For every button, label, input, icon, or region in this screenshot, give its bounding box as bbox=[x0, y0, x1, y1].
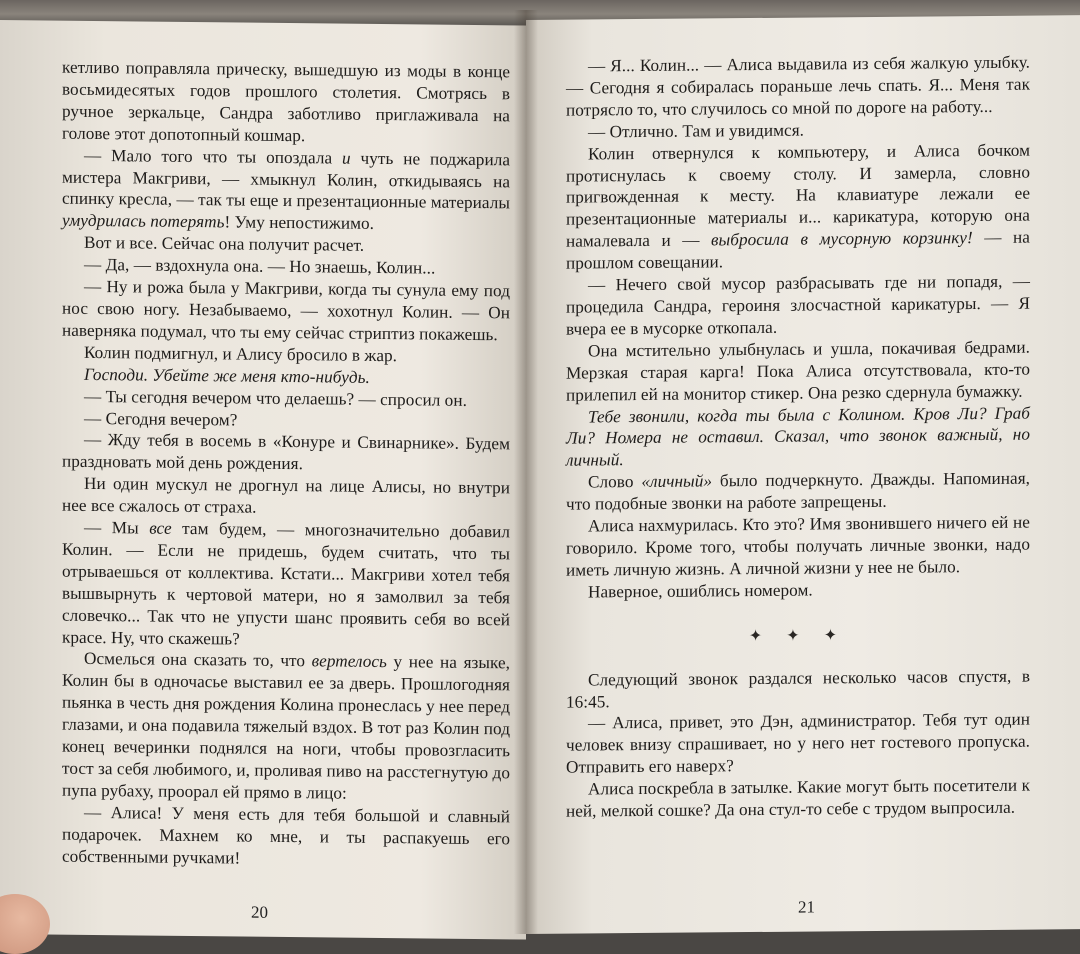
right-page-paragraph: Тебе звонили, когда ты была с Колином. Кров Ли? Граб Ли? Номера не оставил. Сказал, что звонок важный, но личный. bbox=[566, 403, 1030, 470]
right-page-paragraph: Слово «личный» было подчеркнуто. Дважды. Напоминая, что подобные звонки на работе запрещены. bbox=[566, 468, 1030, 514]
left-page-paragraph: Осмелься она сказать то, что вертелось у нее на языке, Колин бы в одночасье выставил ее за дверь. Прошлогодняя пьянка в честь дня рождения Колина пронеслась у нее перед глазами, и она подавила тяжелый вздох. В тот раз Колин под конец вечеринки поднялся на ноги, чтобы провозгласить тост за себя любимого, и, проливая пиво на расстегнутую до пупа рубаху, проорал ей прямо в лицо: bbox=[62, 649, 510, 803]
left-page-paragraph: Господи. Убейте же меня кто-нибудь. bbox=[84, 364, 370, 387]
right-page-paragraph: — Нечего свой мусор разбрасывать где ни попадя, — процедила Сандра, героиня злосчастной карикатуры. — Я вчера ее в мусорке откопала. bbox=[566, 271, 1030, 339]
right-page-paragraph: — Отлично. Там и увидимся. bbox=[588, 120, 805, 142]
left-page-paragraph: — Да, — вздохнула она. — Но знаешь, Колин... bbox=[84, 255, 436, 278]
left-page-paragraph: Колин подмигнул, и Алису бросило в жар. bbox=[84, 342, 398, 365]
right-page-text bbox=[566, 52, 1030, 604]
left-page-paragraph: — Мало того что ты опоздала и чуть не поджарила мистера Макгриви, — хмыкнул Колин, откидываясь на спинку кресла, — так ты еще и презентационные материалы умудрилась потерять! Уму непостижимо. bbox=[62, 145, 511, 234]
right-page-paragraph: Наверное, ошиблись номером. bbox=[588, 580, 813, 602]
left-page-paragraph: — Мы все там будем, — многозначительно добавил Колин. — Если не придешь, будем считать, что ты отрываешься от коллектива. Кстати... Макгриви хотел тебя вышвырнуть к чертовой матери, но я замолвил за тебя словечко... Так что не упусти шанс проявить себя во всей красе. Ну, что скажешь? bbox=[62, 517, 510, 649]
right-page-paragraph: Алиса нахмурилась. Кто это? Имя звонившего ничего ей не говорило. Кроме того, чтобы получать личные звонки, надо иметь личную жизнь. А личной жизни у нее не было. bbox=[566, 512, 1030, 580]
section-break: ✦ ✦ ✦ bbox=[748, 626, 848, 645]
left-page-paragraph: Вот и все. Сейчас она получит расчет. bbox=[84, 233, 365, 256]
right-page-paragraph: Алиса поскребла в затылке. Какие могут быть посетители к ней, мелкой сошке? Да она стул-то себе с трудом выпросила. bbox=[566, 775, 1030, 821]
left-page-text bbox=[62, 57, 510, 872]
right-page-paragraph: Она мстительно улыбнулась и ушла, покачивая бедрами. Мерзкая старая карга! Пока Алиса отсутствовала, кто-то прилепил ей на монитор стикер. Она резко сдернула бумажку. bbox=[566, 337, 1030, 405]
right-page-paragraph: Колин отвернулся к компьютеру, и Алиса бочком протиснулась к своему столу. И замерла, словно пригвожденная к месту. На клавиатуре лежали ее презентационные материалы и... карикатура, которую она намалевала и — выбросила в мусорную корзинку! — на прошлом совещании. bbox=[566, 140, 1030, 273]
right-page-text-after-break bbox=[566, 665, 1030, 822]
right-page-paragraph: — Я... Колин... — Алиса выдавила из себя жалкую улыбку. — Сегодня я собиралась пораньше лечь спать. Я... Меня так потрясло то, что случилось со мной по дороге на работу... bbox=[566, 52, 1030, 120]
left-page-paragraph: кетливо поправляла прическу, вышедшую из моды в конце восьмидесятых годов прошлого столетия. Смотрясь в ручное зеркальце, Сандра заботливо приглаживала на голове этот допотопный кошмар. bbox=[62, 57, 510, 145]
left-page-paragraph: — Сегодня вечером? bbox=[84, 408, 238, 429]
page-number-right: 21 bbox=[798, 897, 815, 917]
left-page-paragraph: — Ну и рожа была у Макгриви, когда ты сунула ему под нос свою ногу. Незабываемо, — хохотнул Колин. — Он наверняка подумал, что ты ему сейчас стриптиз покажешь. bbox=[62, 276, 510, 345]
left-page-paragraph: — Ты сегодня вечером что делаешь? — спросил он. bbox=[84, 386, 467, 410]
left-page-paragraph: — Алиса! У меня есть для тебя большой и славный подарочек. Махнем ко мне, и ты распакуешь его собственными ручками! bbox=[62, 802, 510, 868]
right-page bbox=[526, 15, 1080, 934]
right-page-paragraph: — Алиса, привет, это Дэн, администратор. Тебя тут один человек внизу спрашивает, но у него нет гостевого пропуска. Отправить его наверх? bbox=[566, 710, 1030, 777]
left-page bbox=[0, 20, 526, 940]
right-page-paragraph: Следующий звонок раздался несколько часов спустя, в 16:45. bbox=[566, 666, 1030, 712]
left-page-paragraph: — Жду тебя в восемь в «Конуре и Свинарнике». Будем праздновать мой день рождения. bbox=[62, 430, 510, 474]
left-page-paragraph: Ни один мускул не дрогнул на лице Алисы, но внутри нее все сжалось от страха. bbox=[62, 474, 510, 517]
page-number-left: 20 bbox=[251, 902, 268, 922]
